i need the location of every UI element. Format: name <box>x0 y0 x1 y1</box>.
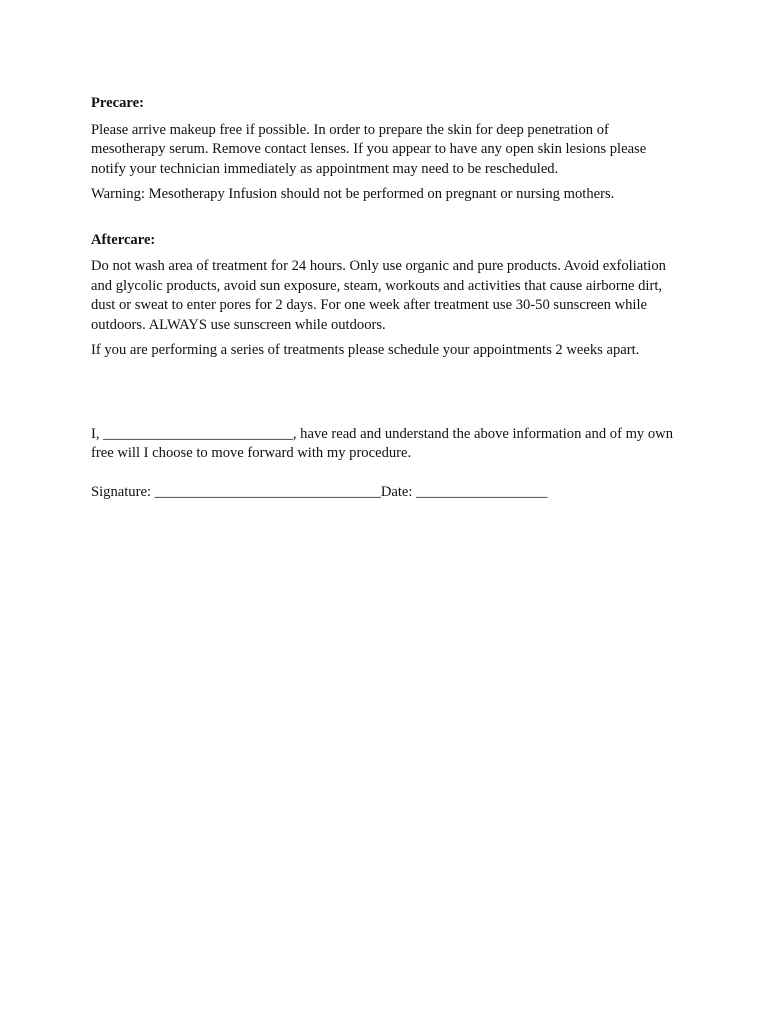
precare-paragraph: Please arrive makeup free if possible. In order to prepare the skin for deep penetration of mesotherapy serum. Remove contact lenses. If you appear to have any open skin lesions please notify your technician immediately as appointment may need to be rescheduled. <box>91 121 647 177</box>
document-page <box>91 94 681 502</box>
aftercare-paragraph: Do not wash area of treatment for 24 hours. Only use organic and pure products. Avoid exfoliation and glycolic products, avoid sun exposure, steam, workouts and activities that cause airborne dirt, dust or sweat to enter pores for 2 days. For one week after treatment use 30-50 sunscreen while outdoors. ALWAYS use sunscreen while outdoors. <box>91 258 666 333</box>
aftercare-heading: Aftercare: <box>91 231 156 248</box>
precare-heading: Precare: <box>91 95 144 111</box>
consent-statement: I, __________________________, have read and understand the above information and of my own free will I choose to move forward with my procedure. <box>91 425 674 461</box>
precare-warning: Warning: Mesotherapy Infusion should not be performed on pregnant or nursing mothers. <box>91 186 615 202</box>
aftercare-series-note: If you are performing a series of treatments please schedule your appointments 2 weeks apart. <box>91 342 640 358</box>
signature-date-line: Signature: _______________________________Date: __________________ <box>91 483 548 500</box>
